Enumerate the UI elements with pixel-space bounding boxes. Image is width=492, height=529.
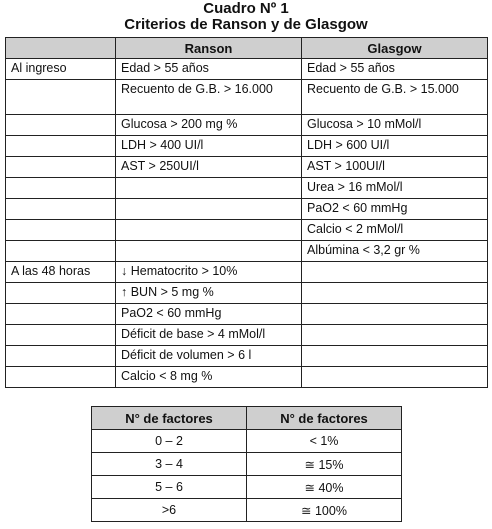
glasgow-criterion: Recuento de G.B. > 15.000: [302, 80, 488, 115]
table-row: [6, 346, 488, 367]
row-stage: [6, 220, 116, 241]
table-row: [6, 136, 488, 157]
factor-count: 3 – 4: [92, 453, 247, 476]
ranson-criterion: PaO2 < 60 mmHg: [116, 304, 302, 325]
ranson-criterion: Edad > 55 años: [116, 59, 302, 80]
table-row: [6, 325, 488, 346]
header-factors-value: N° de factores: [247, 407, 402, 430]
row-stage: [6, 346, 116, 367]
glasgow-criterion: PaO2 < 60 mmHg: [302, 199, 488, 220]
table-row: [6, 220, 488, 241]
row-stage: [6, 283, 116, 304]
ranson-criterion: ↑ BUN > 5 mg %: [116, 283, 302, 304]
header-row: [92, 407, 402, 430]
row-stage: [6, 325, 116, 346]
factor-percent: ≅ 40%: [247, 476, 402, 499]
ranson-criterion: ↓ Hematocrito > 10%: [116, 262, 302, 283]
table-row: [6, 283, 488, 304]
row-stage: [6, 178, 116, 199]
table-row: [6, 262, 488, 283]
glasgow-criterion: [302, 304, 488, 325]
table-row: [6, 241, 488, 262]
glasgow-criterion: [302, 367, 488, 388]
ranson-glasgow-table: [5, 37, 488, 388]
ranson-criterion: [116, 241, 302, 262]
table-row: [6, 59, 488, 80]
glasgow-criterion: Calcio < 2 mMol/l: [302, 220, 488, 241]
header-row: [6, 38, 488, 59]
ranson-criterion: [116, 220, 302, 241]
row-stage: [6, 157, 116, 178]
glasgow-criterion: AST > 100UI/l: [302, 157, 488, 178]
table-row: [6, 80, 488, 115]
glasgow-criterion: [302, 283, 488, 304]
glasgow-criterion: LDH > 600 UI/l: [302, 136, 488, 157]
glasgow-criterion: [302, 346, 488, 367]
row-stage: [6, 136, 116, 157]
row-stage: [6, 367, 116, 388]
ranson-criterion: [116, 199, 302, 220]
table-row: [6, 304, 488, 325]
header-glasgow: Glasgow: [302, 38, 488, 59]
row-stage: [6, 80, 116, 115]
factor-count: >6: [92, 499, 247, 522]
glasgow-criterion: Urea > 16 mMol/l: [302, 178, 488, 199]
table-number: Cuadro Nº 1: [203, 0, 289, 17]
factor-percent: ≅ 15%: [247, 453, 402, 476]
ranson-criterion: LDH > 400 UI/l: [116, 136, 302, 157]
ranson-criterion: Calcio < 8 mg %: [116, 367, 302, 388]
glasgow-criterion: [302, 262, 488, 283]
row-stage: [6, 241, 116, 262]
factor-count: 5 – 6: [92, 476, 247, 499]
table-row: [6, 157, 488, 178]
table-row: [92, 499, 402, 522]
factor-count: 0 – 2: [92, 430, 247, 453]
header-empty: [6, 38, 116, 59]
row-stage: [6, 304, 116, 325]
factor-percent: ≅ 100%: [247, 499, 402, 522]
glasgow-criterion: Edad > 55 años: [302, 59, 488, 80]
row-stage: [6, 115, 116, 136]
factor-percent: < 1%: [247, 430, 402, 453]
row-stage: Al ingreso: [6, 59, 116, 80]
glasgow-criterion: Albúmina < 3,2 gr %: [302, 241, 488, 262]
ranson-criterion: Glucosa > 200 mg %: [116, 115, 302, 136]
table-row: [6, 178, 488, 199]
glasgow-criterion: [302, 325, 488, 346]
row-stage: A las 48 horas: [6, 262, 116, 283]
table-row: [6, 367, 488, 388]
table-row: [6, 199, 488, 220]
ranson-criterion: Déficit de base > 4 mMol/l: [116, 325, 302, 346]
factors-mortality-table: [91, 406, 402, 522]
table-row: [92, 453, 402, 476]
glasgow-criterion: Glucosa > 10 mMol/l: [302, 115, 488, 136]
table-row: [6, 115, 488, 136]
ranson-criterion: Recuento de G.B. > 16.000: [116, 80, 302, 115]
ranson-criterion: Déficit de volumen > 6 l: [116, 346, 302, 367]
table-row: [92, 430, 402, 453]
table-row: [92, 476, 402, 499]
ranson-criterion: [116, 178, 302, 199]
header-ranson: Ranson: [116, 38, 302, 59]
header-factors: N° de factores: [92, 407, 247, 430]
table-title: Criterios de Ranson y de Glasgow: [124, 16, 368, 33]
row-stage: [6, 199, 116, 220]
ranson-criterion: AST > 250UI/l: [116, 157, 302, 178]
